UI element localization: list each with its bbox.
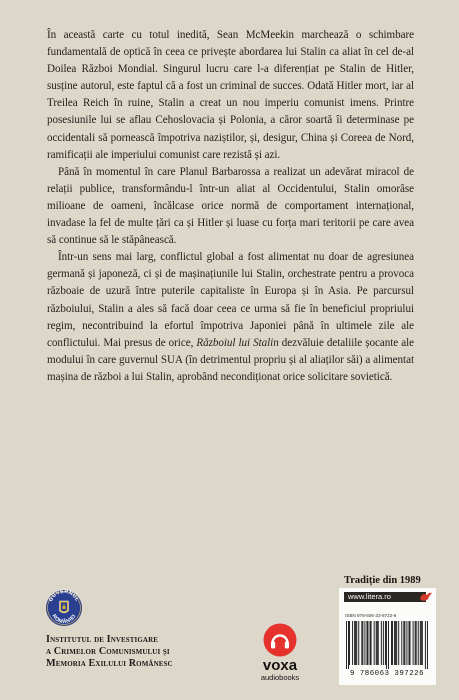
tradition-label: Tradiție din 1989: [344, 575, 421, 586]
barcode-bar: [346, 621, 347, 669]
publisher-url: www.litera.ro: [344, 592, 426, 602]
barcode-bar: [410, 621, 411, 665]
barcode-bar: [354, 621, 355, 665]
blurb-paragraph-1: În această carte cu totul inedită, Sean McMeekin marchează o schimbare fundamentală de optică în ceea ce privește abordarea lui Stalin ca aliat în cel de-al Doilea Război Mondial. Singurul lucru care l-a diferențiat pe Stalin de Hitler, susține autorul, este faptul că a fost un criminal de succes. Odată Hitler mort, iar al Treilea Reich în ruine, Stalin a creat un nou imperiu comunist imens. Printre posesiunile lui se aflau Cehoslovacia și Polonia, a căror soartă îi determinase pe occidentali să pornească împotriva naziștilor, și, desigur, China și Coreea de Nord, ramificații ale imperiului comunist care rezistă și azi.: [47, 29, 414, 161]
barcode-bar: [370, 621, 371, 665]
barcode-bar: [427, 621, 428, 669]
barcode-bar: [406, 621, 407, 665]
barcode-bar: [355, 621, 356, 665]
barcode-bar: [418, 621, 419, 665]
barcode-number: 9 786063 397226: [349, 670, 425, 678]
blurb-paragraph-3: [47, 249, 414, 386]
barcode-bar: [425, 621, 426, 669]
barcode-bar: [381, 621, 382, 665]
barcode-bar: [413, 621, 414, 665]
barcode-bar: [349, 621, 350, 665]
barcode-bar: [368, 621, 369, 665]
barcode-icon: [346, 621, 428, 669]
institute-line-3: Memoria Exilului Românesc: [46, 657, 173, 669]
barcode-bar: [367, 621, 368, 665]
barcode-bar: [348, 621, 349, 669]
blurb-paragraph-3-end: dezvăluie detaliile șocante ale modului în care guvernul SUA (în detrimentul propriu și al aliaților săi) a alimentat mașina de război a lui Stalin, aprobând necondiționat orice solicitare sovietică.: [47, 336, 414, 383]
barcode-bar: [364, 621, 365, 665]
barcode-bar: [352, 621, 353, 665]
barcode-bar: [395, 621, 396, 665]
barcode-bar: [398, 621, 399, 665]
isbn-text: ISBN 978-606-33-9722-6: [345, 613, 397, 618]
litera-bird-icon: [419, 591, 433, 603]
publisher-logo-name: voxa: [262, 657, 298, 674]
blurb-paragraph-2: Până în momentul în care Planul Barbarossa a realizat un adevărat miracol de relații publice, transformându-l într-un aliat al Occidentului, Stalin omorâse milioane de oameni, încălcase orice normă de comportament internațional, invadase la fel de multe țări ca și Hitler și luase cu forța mari teritorii pe care avea să continue să le stăpânească.: [47, 165, 414, 247]
headphones-icon: [263, 623, 297, 657]
barcode-bar: [416, 621, 417, 665]
barcode-bar: [356, 621, 357, 665]
barcode-bar: [391, 621, 392, 665]
barcode-bar: [420, 621, 421, 665]
publisher-logo-subtitle: audiobooks: [260, 673, 300, 682]
barcode-bar: [376, 621, 377, 665]
barcode-bar: [361, 621, 362, 665]
blurb-text: [47, 27, 414, 386]
barcode-bar: [394, 621, 395, 665]
seal-bottom-text: ROMÂNIEI: [50, 613, 78, 626]
government-seal-icon: [44, 584, 84, 634]
barcode-bar: [404, 621, 405, 665]
barcode-bar: [422, 621, 423, 665]
barcode-bar: [421, 621, 422, 665]
institute-name: [46, 634, 236, 669]
book-title-italic: Războiul lui Stalin: [196, 336, 279, 349]
barcode-bar: [409, 621, 410, 665]
barcode-bar: [385, 621, 386, 665]
barcode-bar: [358, 621, 359, 665]
barcode-bar: [383, 621, 384, 665]
barcode-bar: [392, 621, 393, 665]
institute-line-1: Institutul de Investigare: [46, 634, 158, 645]
barcode-bar: [378, 621, 379, 665]
barcode-bar: [371, 621, 372, 665]
blurb-paragraph-3-start: Într-un sens mai larg, conflictul global a fost alimentat nu doar de agresiunea germană și japoneză, ci și de mașinațiunile lui Stalin, orchestrate pentru a provoca războaie de uzură între puterile capitaliste în Europa și în Asia. Pe parcursul războiului, Stalin a ales să facă doar ceea ce urma să fie în beneficiul propriului regim, necontribuind la efortul împotriva Japoniei până în ultimele zile ale conflictului. Mai presus de orice,: [47, 251, 414, 349]
barcode-bar: [386, 621, 387, 669]
institute-line-2: a Crimelor Comunismului și: [46, 645, 170, 657]
barcode-bar: [396, 621, 397, 665]
barcode-bar: [403, 621, 404, 665]
seal-top-text: GUVERNUL: [47, 588, 81, 603]
barcode-bar: [377, 621, 378, 665]
barcode-bar: [388, 621, 389, 669]
barcode-bar: [374, 621, 375, 665]
barcode-bar: [415, 621, 416, 665]
barcode-bar: [401, 621, 402, 665]
barcode-bar: [362, 621, 363, 665]
barcode-panel: [339, 588, 436, 685]
